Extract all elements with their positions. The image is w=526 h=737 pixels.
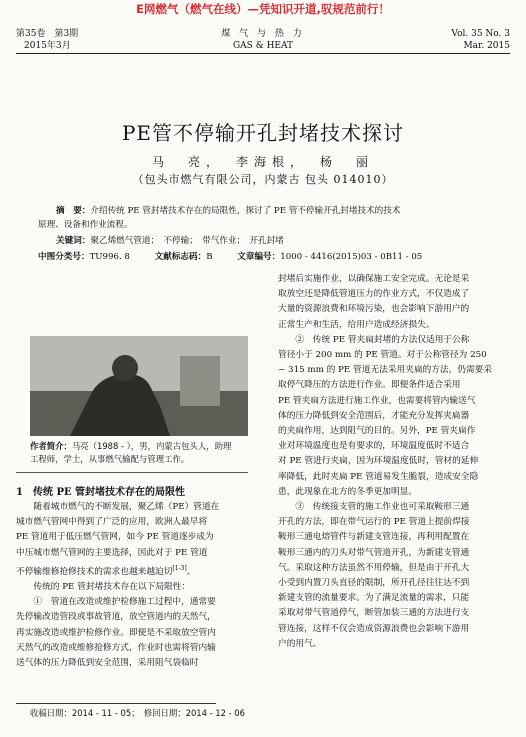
left-line: 传统的 PE 管封堵技术存在以下局限性：: [33, 581, 191, 592]
right-line: 业对环境温度也是有要求的，环境温度低时不适合: [278, 441, 470, 452]
author-photo: [30, 336, 248, 436]
left-line: PE 管道用于低压燃气管网，如今 PE 管道逐步成为: [16, 532, 214, 543]
right-line: 气。采取这种方法虽然不用停输，但是由于开孔大: [278, 562, 470, 573]
right-line: 新建支管的流量要求。为了满足流量的需求，只能: [278, 593, 470, 604]
keywords-text: 聚乙烯燃气管道； 不停输； 带气作业； 开孔封堵: [90, 236, 284, 246]
abstract-line-1: 介绍传统 PE 管封堵技术存在的局限性，探讨了 PE 管不停输开孔封堵技术的技术: [90, 206, 401, 216]
abstract: [38, 204, 494, 218]
right-line: 管连接，这样不仅会造成资源浪费也会影响下游用: [278, 623, 470, 634]
abstract-line-2: 原理、设备和作业流程。: [38, 220, 133, 230]
section-heading-1: 1 传统 PE 管封堵技术存在的局限性: [16, 487, 186, 498]
right-line: 采取对带气管道停气，断管加装三通的方法进行支: [278, 608, 470, 619]
author-bio-line-1: 马亮（1988 - ），男，内蒙古包头人，助理: [71, 441, 232, 451]
left-line: 再实施改造或维护检修作业。即便是不采取放空管内: [16, 627, 216, 638]
left-line-end: 。: [186, 566, 196, 577]
volume-cn: 第35卷 第3期: [16, 29, 79, 39]
author-bio: [30, 440, 262, 466]
right-line: 户的用气。: [278, 638, 322, 649]
left-line: [16, 561, 248, 580]
author-bio-label: 作者简介：: [30, 441, 72, 451]
right-line: 体的压力降低到安全范围后，才能充分发挥夹扁器: [278, 410, 470, 421]
right-line: ② 传统 PE 管夹扁封堵的方法仅适用于公称: [295, 334, 470, 345]
classification: [38, 250, 494, 264]
right-line: 率降低，此时夹扁 PE 管道易发生脆裂，造成安全隐: [278, 471, 479, 482]
header-rule: [16, 53, 510, 54]
date-en: Mar. 2015: [463, 41, 510, 51]
abstract-label: 摘 要：: [56, 206, 91, 216]
left-line: 随着城市燃气的不断发展，聚乙烯（PE）管道在: [33, 502, 220, 512]
keywords-label: 关键词：: [56, 236, 91, 246]
bio-rule: [16, 472, 248, 473]
doc-code-value: B: [206, 252, 213, 262]
left-line: ① 管道在改造或维护检修施工过程中，通常要: [33, 597, 216, 608]
footer-rule: [16, 703, 216, 704]
right-line: PE 管夹扁方法进行施工作业，也需要将管内输送气: [278, 395, 476, 406]
right-line: 鞍形三通内的刀头对带气管道开孔，为新建支管通: [278, 547, 470, 558]
doc-code-label: 文献标志码：: [154, 252, 207, 262]
citation: [1-3]: [172, 564, 187, 572]
authors: 马 亮， 李海根， 杨 丽: [151, 155, 374, 169]
right-line: 取停气降压的方法进行作业。即便条件适合采用: [278, 380, 461, 391]
article-no-label: 文章编号：: [237, 252, 281, 262]
affiliation: （包头市燃气有限公司，内蒙古 包头 014010）: [132, 173, 394, 186]
right-line: 管径小于 200 mm 的 PE 管道。对于公称管径为 250: [278, 350, 487, 361]
left-line: 先停输改造管段或事故管道，放空管道内的天然气，: [16, 612, 216, 623]
left-line: 送气体的压力降低到安全范围，采用阻气袋临时: [16, 657, 199, 668]
right-line: 封堵后实施作业，以确保施工安全完成。无论是采: [278, 274, 470, 284]
journal-name-en: GAS & HEAT: [232, 41, 294, 51]
clc-value: TU996. 8: [89, 252, 130, 262]
right-line: 正常生产和生活，给用户造成经济损失。: [278, 319, 435, 330]
received-dates: 收稿日期：2014 - 11 - 05； 修回日期：2014 - 12 - 06: [30, 708, 245, 718]
right-column-text: [278, 272, 510, 652]
right-line: 鞍形三通电熔管件与新建支管连接，再利用配置在: [278, 532, 470, 543]
site-banner: E网燃气（燃气在线）—凭知识开道,驭规范前行！: [136, 2, 390, 16]
right-line: 小受到内置刀头直径的限制，所开孔径往往达不到: [278, 578, 470, 589]
right-line: ~ 315 mm 的 PE 管道无法采用夹扁的方法，仍需要采: [278, 365, 493, 376]
right-line: 取放空还是降低管道压力的作业方式，不仅造成了: [278, 289, 470, 300]
left-line: 城市燃气管网中得到了广泛的应用，欧洲人最早将: [16, 517, 208, 528]
keywords: [38, 234, 494, 248]
right-line: 开孔的方法，即在带气运行的 PE 管道上提前焊接: [278, 517, 470, 528]
article-no-value: 1000 - 4416(2015)03 - 0B11 - 05: [280, 252, 423, 262]
right-line: 大量的资源浪费和环境污染，也会影响下游用户的: [278, 304, 470, 315]
author-bio-line-2: 工程师，学士，从事燃气输配与管理工作。: [30, 454, 190, 464]
left-line: 中压城市燃气管网的主要选择，因此对于 PE 管道: [16, 547, 208, 558]
right-line: 患，此现象在北方的冬季更加明显。: [278, 486, 417, 497]
volume-en: Vol. 35 No. 3: [451, 29, 510, 39]
left-column-text: [16, 500, 248, 671]
journal-name-cn: 煤 气 与 热 力: [221, 29, 305, 39]
right-line: ③ 传统接支管的施工作业也可采取鞍形三通: [295, 502, 470, 513]
right-line: 对 PE 管进行夹扁，因为环境温度低时，管材的延伸: [278, 456, 479, 467]
right-line: 的夹扁作用，达到阻气的目的。另外，PE 管夹扁作: [278, 426, 476, 437]
left-line: 天然气的改造或维修抢修方式，作业时也需将管内输: [16, 642, 216, 653]
left-line-text: 不停输维修抢修技术的需求也越来越迫切: [16, 566, 173, 577]
clc-label: 中图分类号：: [38, 252, 90, 262]
paper-title: PE管不停输开孔封堵技术探讨: [121, 121, 405, 145]
date-cn: 2015年3月: [24, 41, 71, 51]
